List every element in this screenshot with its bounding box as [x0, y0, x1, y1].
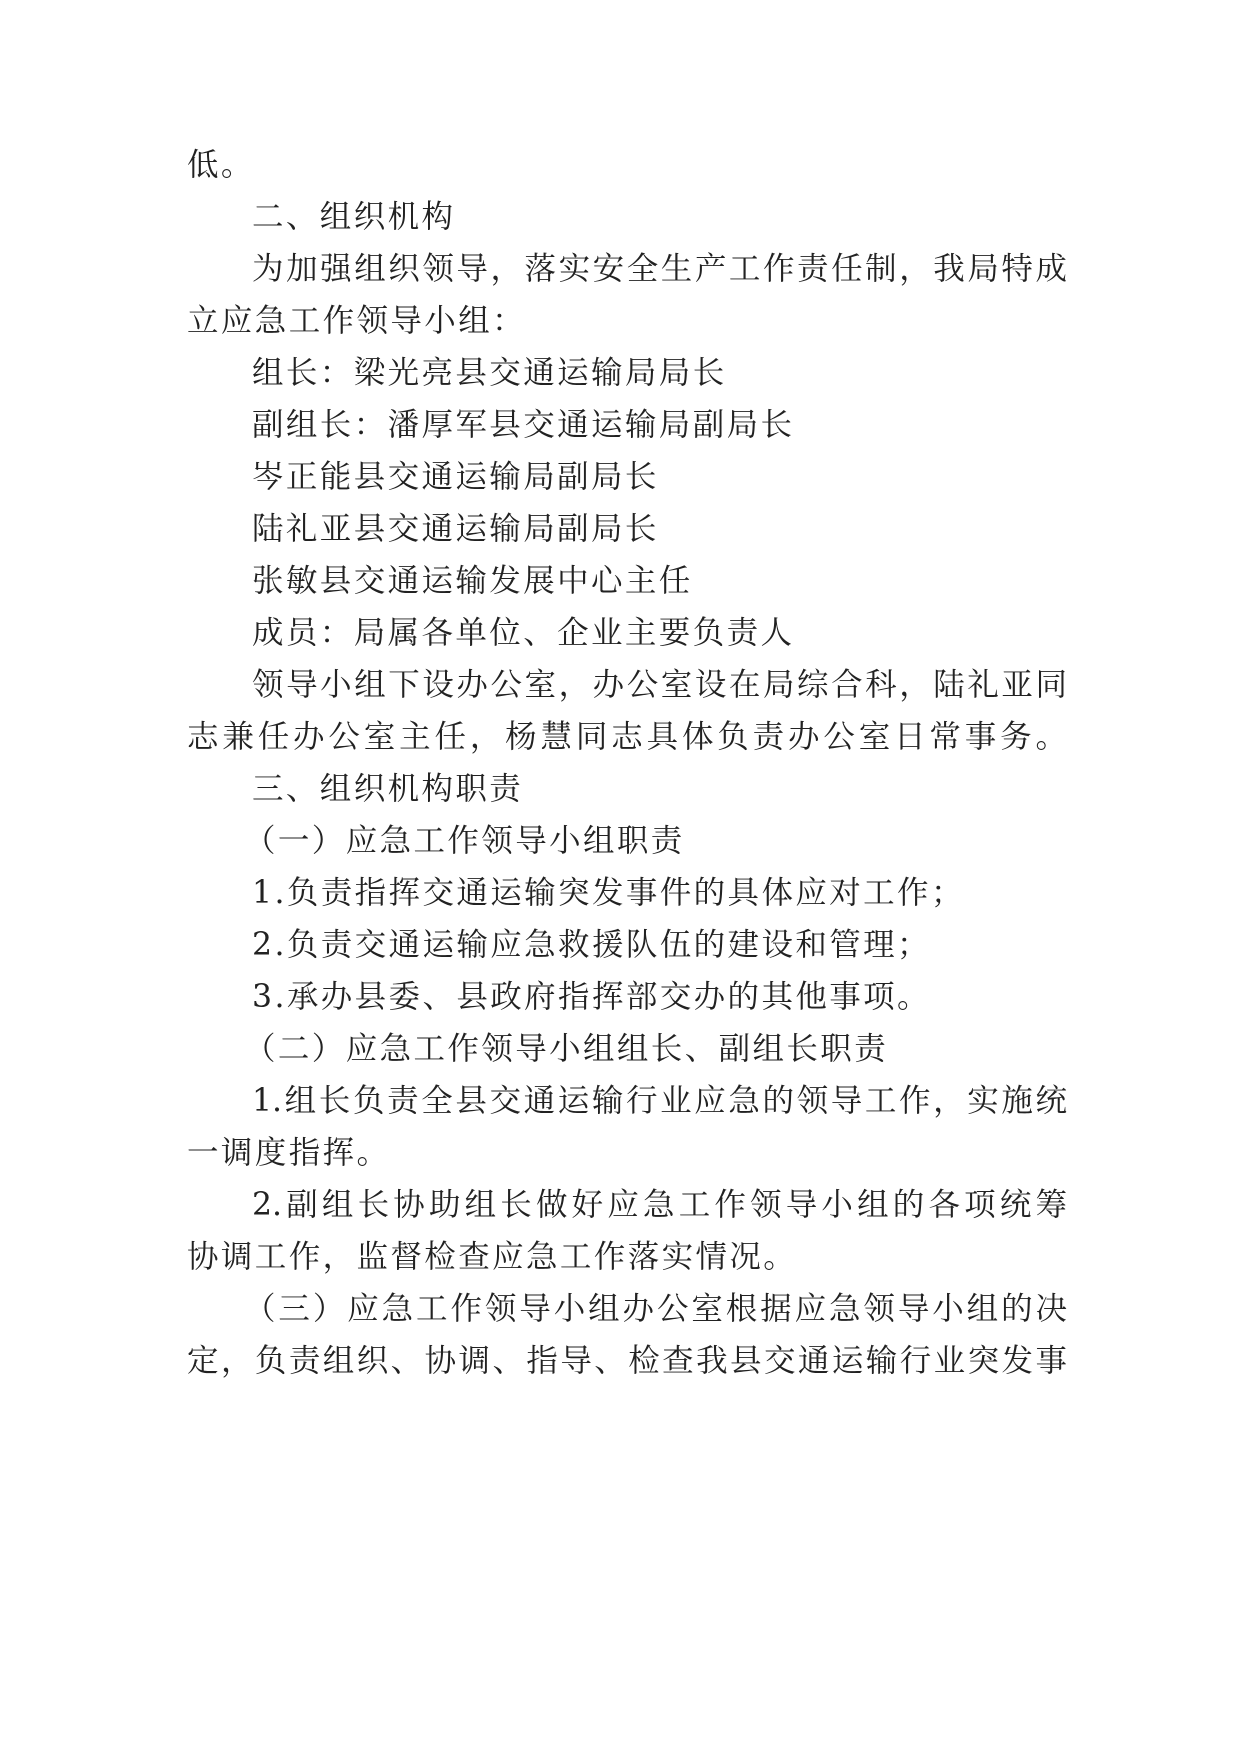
duty-item-3: 3.承办县委、县政府指挥部交办的其他事项。	[252, 979, 931, 1015]
deputy-member-line-1: 岑正能县交通运输局副局长	[252, 459, 659, 495]
office-paragraph-line-2: 志兼任办公室主任，杨慧同志具体负责办公室日常事务。	[187, 719, 1067, 755]
deputy-leader-line: 副组长：潘厚军县交通运输局副局长	[252, 407, 795, 443]
paragraph-line-4: 立应急工作领导小组：	[187, 303, 527, 339]
deputy-duty-line-1: 2.副组长协助组长做好应急工作领导小组的各项统筹	[252, 1187, 1067, 1223]
subsection-heading-1: （一）应急工作领导小组职责	[244, 823, 685, 859]
section-heading-3: 三、组织机构职责	[252, 771, 524, 807]
office-duty-line-2: 定，负责组织、协调、指导、检查我县交通运输行业突发事	[187, 1343, 1067, 1379]
subsection-heading-2: （二）应急工作领导小组组长、副组长职责	[244, 1031, 889, 1067]
leader-duty-line-2: 一调度指挥。	[187, 1135, 391, 1171]
text-line-1: 低。	[187, 147, 255, 183]
deputy-member-line-2: 陆礼亚县交通运输局副局长	[252, 511, 659, 547]
leader-line: 组长：梁光亮县交通运输局局长	[252, 355, 727, 391]
office-paragraph-line-1: 领导小组下设办公室，办公室设在局综合科，陆礼亚同	[252, 667, 1067, 703]
duty-item-2: 2.负责交通运输应急救援队伍的建设和管理；	[252, 927, 931, 963]
section-heading-2: 二、组织机构	[252, 199, 456, 235]
office-duty-line-1: （三）应急工作领导小组办公室根据应急领导小组的决	[244, 1291, 1067, 1327]
duty-item-1: 1.负责指挥交通运输突发事件的具体应对工作；	[252, 875, 965, 911]
deputy-duty-line-2: 协调工作，监督检查应急工作落实情况。	[187, 1239, 798, 1275]
leader-duty-line-1: 1.组长负责全县交通运输行业应急的领导工作，实施统	[252, 1083, 1067, 1119]
center-director-line: 张敏县交通运输发展中心主任	[252, 563, 693, 599]
members-line: 成员：局属各单位、企业主要负责人	[252, 615, 795, 651]
paragraph-line-3: 为加强组织领导，落实安全生产工作责任制，我局特成	[252, 251, 1067, 287]
